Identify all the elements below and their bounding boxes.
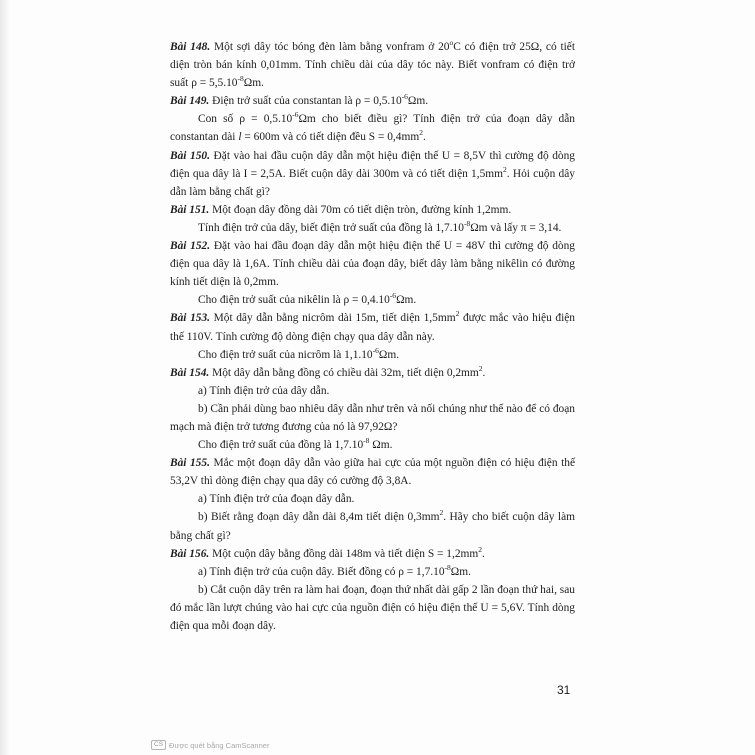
problem-label: Bài 148. bbox=[170, 41, 214, 53]
problem-148 bbox=[170, 38, 575, 92]
problem-label: Bài 154. bbox=[170, 366, 213, 379]
problem-subpart bbox=[170, 436, 575, 454]
problem-subpart bbox=[170, 581, 575, 635]
text-run: = 600m và có tiết diện đều S = 0,4mm bbox=[241, 131, 420, 144]
superscript: 2 bbox=[478, 363, 483, 373]
text-run: Điện trở suất của constantan là ρ = 0,5.10 bbox=[212, 95, 402, 108]
text-run: Một đoạn dây đồng dài 70m có tiết diện tròn, đường kính 1,2mm. bbox=[212, 203, 512, 216]
text-run: . Hãy cho biết cuộn dây làm bằng chất gì? bbox=[170, 511, 575, 542]
problem-subpart bbox=[170, 291, 575, 309]
superscript: -6 bbox=[372, 345, 379, 355]
text-run: Con số ρ = 0,5.10 bbox=[198, 113, 293, 126]
text-run: Ωm. bbox=[396, 294, 417, 307]
problem-label: Bài 149. bbox=[170, 95, 213, 108]
text-run: Cho điện trở suất của nikêlin là ρ = 0,4.10 bbox=[198, 294, 390, 307]
problem-subpart bbox=[170, 219, 575, 237]
text-run: b) Cắt cuộn dây trên ra làm hai đoạn, đoạn thứ nhất dài gấp 2 lần đoạn thứ hai, sau đó mắc lần lượt chúng vào hai cực của nguồn điện có hiệu điện thế U = 5,6V. Tính dòng điện qua mỗi đoạn dây. bbox=[170, 583, 575, 632]
italic-symbol: l bbox=[238, 131, 242, 144]
superscript: 2 bbox=[439, 508, 444, 518]
text-run: Ωm. bbox=[243, 77, 264, 90]
superscript: 2 bbox=[478, 544, 483, 554]
problem-label: Bài 156. bbox=[170, 547, 213, 560]
superscript: -6 bbox=[401, 92, 408, 102]
text-run: Đặt vào hai đầu cuộn dây dẫn một hiệu điện thế U = 8,5V thì cường độ dòng điện qua dây là I = 2,5A. Biết cuộn dây dài 300m và có tiết diện 1,5mm bbox=[170, 149, 575, 180]
watermark-text: Được quét bằng CamScanner bbox=[169, 740, 270, 750]
superscript: o bbox=[449, 38, 454, 48]
problem-label: Bài 151. bbox=[170, 203, 213, 216]
text-run: Một cuộn dây bằng đồng dài 148m và tiết diện S = 1,2mm bbox=[212, 547, 479, 560]
problem-list bbox=[170, 38, 575, 635]
text-run: Tính điện trở của dây, biết điện trở suất của đồng là 1,7.10 bbox=[198, 221, 464, 234]
problem-156 bbox=[170, 545, 575, 563]
problem-subpart bbox=[170, 490, 575, 508]
text-run: a) Tính điện trở của cuộn dây. Biết đồng có ρ = 1,7.10 bbox=[198, 565, 445, 578]
text-run: b) Cần phải dùng bao nhiêu dây dẫn như trên và nối chúng như thế nào để có đoạn mạch mà điện trở tương đương của nó là 97,92Ω? bbox=[170, 402, 575, 433]
text-run: Ωm và lấy π = 3,14. bbox=[470, 221, 562, 234]
problem-149 bbox=[170, 92, 575, 110]
text-run: . bbox=[482, 547, 485, 560]
superscript: -8 bbox=[363, 436, 370, 446]
text-run: Ωm. bbox=[450, 565, 471, 578]
problem-label: Bài 150. bbox=[170, 149, 214, 162]
problem-151 bbox=[170, 201, 575, 219]
problem-154 bbox=[170, 364, 575, 382]
text-run: được mắc vào hiệu điện thế 110V. Tính cường độ dòng điện chạy qua dây dẫn này. bbox=[170, 312, 575, 343]
problem-subpart bbox=[170, 110, 575, 146]
text-run: Ωm. bbox=[407, 95, 429, 108]
problem-subpart bbox=[170, 563, 575, 581]
superscript: -8 bbox=[444, 562, 451, 572]
problem-subpart bbox=[170, 346, 575, 364]
superscript: -8 bbox=[237, 74, 244, 84]
text-run: Cho điện trở suất của nicrôm là 1,1.10 bbox=[198, 348, 373, 361]
text-run: Mắc một đoạn dây dẫn vào giữa hai cực của một nguồn điện có hiệu điện thế 53,2V thì dòng điện chạy qua dây có cường độ 3,8A. bbox=[170, 457, 575, 488]
problem-label: Bài 155. bbox=[170, 457, 214, 470]
superscript: -6 bbox=[292, 110, 299, 120]
page-number: 31 bbox=[557, 683, 571, 697]
problem-subpart bbox=[170, 508, 575, 544]
problem-label: Bài 153. bbox=[170, 312, 214, 325]
text-run: C có điện trở 25Ω, có tiết diện tròn bán kính 0,01mm. Tính chiều dài của dây tóc này. Biết vonfram có điện trở suất ρ = 5,5.10 bbox=[170, 41, 575, 90]
text-run: a) Tính điện trở của dây dẫn. bbox=[198, 384, 330, 397]
problem-subpart bbox=[170, 400, 575, 436]
problem-152 bbox=[170, 237, 575, 291]
text-run: Một dây dẫn bằng đồng có chiều dài 32m, tiết diện 0,2mm bbox=[212, 366, 479, 379]
camscanner-logo: CS bbox=[151, 740, 166, 750]
text-run: Ωm cho biết điều gì? Tính điện trở của đoạn dây dẫn constantan dài bbox=[170, 113, 575, 144]
text-run: Ωm. bbox=[378, 348, 400, 361]
text-run: b) Biết rằng đoạn dây dẫn dài 8,4m tiết diện 0,3mm bbox=[198, 511, 440, 524]
text-run: a) Tính điện trở của đoạn dây dẫn. bbox=[198, 493, 355, 506]
problem-subpart bbox=[170, 382, 575, 400]
problem-153 bbox=[170, 309, 575, 345]
problem-150 bbox=[170, 147, 575, 201]
text-run: Đặt vào hai đầu đoạn dây dẫn một hiệu điện thế U = 48V thì cường độ dòng điện qua dây là 1,6A. Tính chiều dài của đoạn dây, biết dây làm bằng nikêlin có đường kính tiết diện là 0,2mm. bbox=[170, 240, 575, 289]
problem-label: Bài 152. bbox=[170, 240, 214, 253]
superscript: 2 bbox=[455, 309, 460, 319]
superscript: -6 bbox=[389, 291, 397, 301]
problem-155 bbox=[170, 454, 575, 490]
text-run: Cho điện trở suất của đồng là 1,7.10 bbox=[198, 439, 364, 452]
page-edge-shadow bbox=[0, 0, 10, 755]
text-run: . bbox=[422, 131, 426, 144]
text-run: . Hỏi cuộn dây dẫn làm bằng chất gì? bbox=[170, 167, 575, 198]
superscript: 2 bbox=[503, 164, 507, 174]
scanner-watermark bbox=[151, 740, 269, 750]
text-run: Ωm. bbox=[369, 439, 393, 452]
text-run: Một dây dẫn bằng nicrôm dài 15m, tiết diện 1,5mm bbox=[213, 312, 456, 325]
text-run: Một sợi dây tóc bóng đèn làm bằng vonfram ở 20 bbox=[214, 41, 450, 53]
text-run: . bbox=[482, 366, 486, 379]
superscript: 2 bbox=[419, 128, 423, 138]
superscript: -8 bbox=[463, 219, 471, 229]
